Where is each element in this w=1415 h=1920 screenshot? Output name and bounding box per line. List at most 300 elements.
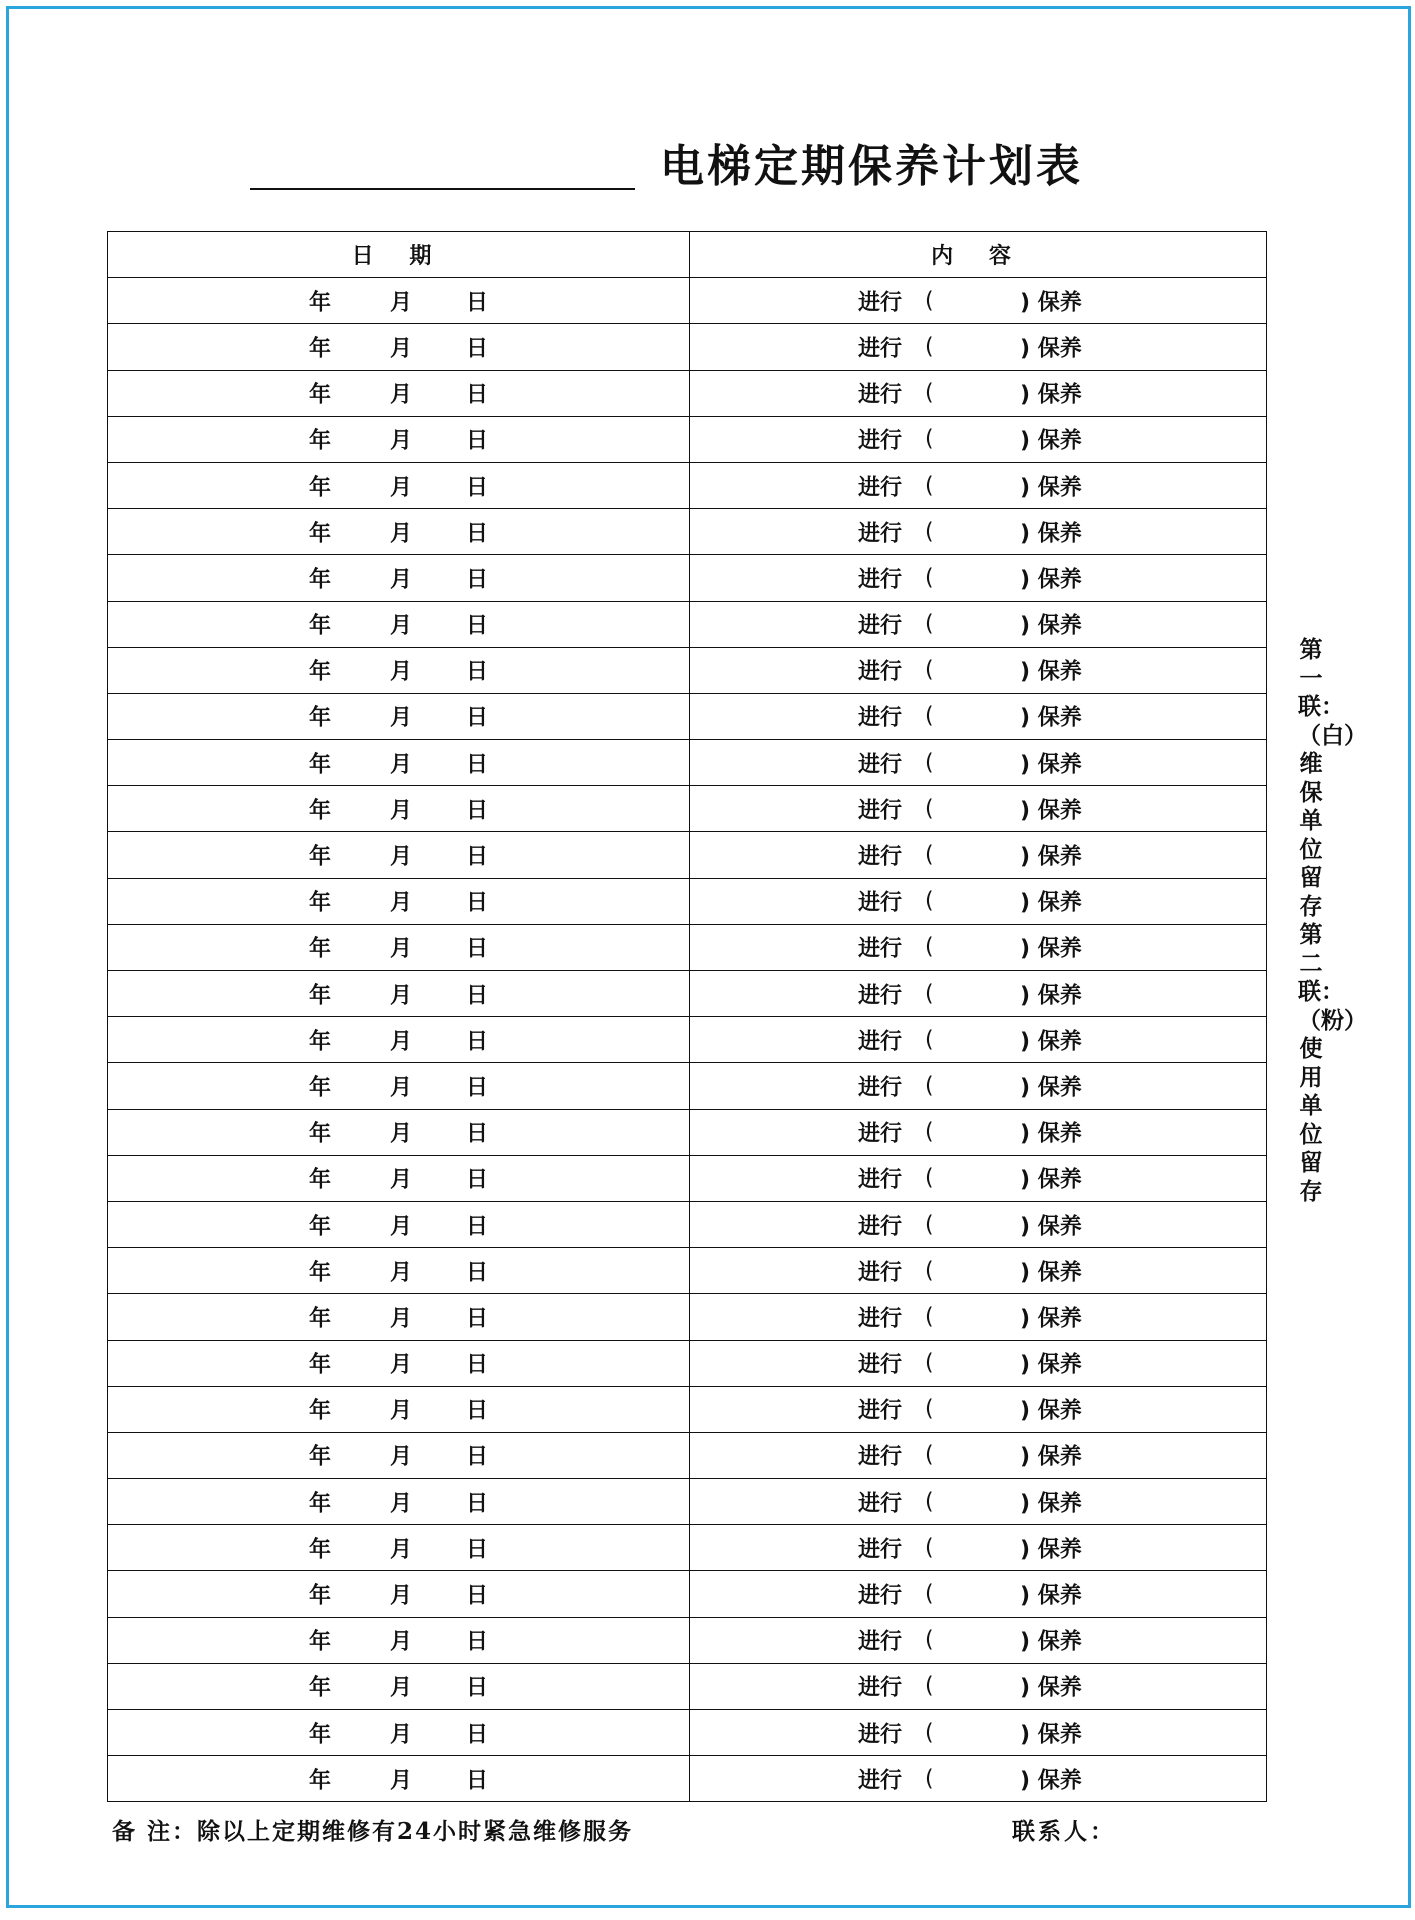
paren-close: ) [1020,983,1031,1009]
content-cell[interactable] [690,1294,1267,1340]
paren-open: ( [925,1212,934,1238]
day-label: 日 [466,752,489,778]
maintenance-label: 保养 [1037,659,1082,685]
table-row [108,416,1267,462]
month-label: 月 [390,1444,413,1470]
month-label: 月 [390,428,413,454]
content-cell[interactable] [690,1571,1267,1617]
month-label: 月 [390,752,413,778]
year-label: 年 [309,1029,332,1055]
day-label: 日 [466,1444,489,1470]
date-cell[interactable] [108,509,690,555]
content-cell[interactable] [690,1663,1267,1709]
paren-open: ( [925,1720,934,1746]
maintenance-label: 保养 [1037,798,1082,824]
paren-close: ) [1020,336,1031,362]
year-label: 年 [309,659,332,685]
month-label: 月 [390,890,413,916]
suffix-label [1020,1579,1082,1610]
date-cell[interactable] [108,878,690,924]
maintenance-label: 保养 [1037,475,1082,501]
paren-close: ) [1020,890,1031,916]
day-label: 日 [466,336,489,362]
date-cell[interactable] [108,1201,690,1247]
month-label: 月 [390,1029,413,1055]
content-cell[interactable] [690,1063,1267,1109]
paren-close: ) [1020,567,1031,593]
paren-open: ( [925,1027,934,1053]
prefix-label: 进行 [858,1629,903,1655]
year-label: 年 [309,705,332,731]
paren-open: ( [925,1350,934,1376]
maintenance-label: 保养 [1037,1121,1082,1147]
table-row [108,1109,1267,1155]
content-cell[interactable] [690,509,1267,555]
prefix-label: 进行 [858,336,903,362]
content-cell[interactable] [690,1248,1267,1294]
date-cell[interactable] [108,1294,690,1340]
suffix-label [1020,1440,1082,1471]
year-label: 年 [309,1444,332,1470]
maintenance-label: 保养 [1037,382,1082,408]
day-label: 日 [466,1675,489,1701]
prefix-label: 进行 [858,705,903,731]
paren-open: ( [925,565,934,591]
paren-close: ) [1020,382,1031,408]
year-label: 年 [309,1722,332,1748]
date-cell[interactable] [108,924,690,970]
date-cell[interactable] [108,1479,690,1525]
day-label: 日 [466,798,489,824]
date-cell[interactable] [108,1340,690,1386]
suffix-label [1020,1163,1082,1194]
month-label: 月 [390,798,413,824]
content-cell[interactable] [690,924,1267,970]
paren-open: ( [925,1073,934,1099]
year-label: 年 [309,290,332,316]
suffix-label [1020,1255,1082,1286]
month-label: 月 [390,1075,413,1101]
day-label: 日 [466,1167,489,1193]
paren-close: ) [1020,752,1031,778]
suffix-label [1020,1024,1082,1055]
suffix-label [1020,424,1082,455]
paren-close: ) [1020,798,1031,824]
suffix-label [1020,1532,1082,1563]
paren-close: ) [1020,1675,1031,1701]
table-row [108,971,1267,1017]
paren-open: ( [925,426,934,452]
table-row [108,1201,1267,1247]
maintenance-label: 保养 [1037,1491,1082,1517]
year-label: 年 [309,1214,332,1240]
date-cell[interactable] [108,832,690,878]
year-label: 年 [309,567,332,593]
year-label: 年 [309,1675,332,1701]
suffix-label [1020,793,1082,824]
prefix-label: 进行 [858,890,903,916]
content-cell[interactable] [690,832,1267,878]
maintenance-label: 保养 [1037,1260,1082,1286]
header-date: 日 期 [108,232,690,278]
date-cell[interactable] [108,1617,690,1663]
date-cell[interactable] [108,1386,690,1432]
maintenance-label: 保养 [1037,1306,1082,1332]
maintenance-label: 保养 [1037,428,1082,454]
year-label: 年 [309,1537,332,1563]
date-cell[interactable] [108,1109,690,1155]
paren-open: ( [925,288,934,314]
paren-open: ( [925,796,934,822]
table-row [108,1663,1267,1709]
table-row [108,1248,1267,1294]
date-cell[interactable] [108,278,690,324]
year-label: 年 [309,798,332,824]
maintenance-label: 保养 [1037,1352,1082,1378]
content-cell[interactable] [690,555,1267,601]
prefix-label: 进行 [858,1537,903,1563]
day-label: 日 [466,659,489,685]
maintenance-label: 保养 [1037,890,1082,916]
day-label: 日 [466,1537,489,1563]
month-label: 月 [390,1260,413,1286]
day-label: 日 [466,936,489,962]
month-label: 月 [390,983,413,1009]
prefix-label: 进行 [858,567,903,593]
year-label: 年 [309,1352,332,1378]
table-row [108,1340,1267,1386]
prefix-label: 进行 [858,1491,903,1517]
paren-close: ) [1020,1306,1031,1332]
date-cell[interactable] [108,647,690,693]
content-cell[interactable] [690,601,1267,647]
paren-open: ( [925,1396,934,1422]
paren-open: ( [925,611,934,637]
month-label: 月 [390,1675,413,1701]
content-cell[interactable] [690,370,1267,416]
paren-open: ( [925,703,934,729]
suffix-label [1020,470,1082,501]
date-cell[interactable] [108,1571,690,1617]
table-row [108,462,1267,508]
date-cell[interactable] [108,971,690,1017]
suffix-label [1020,655,1082,686]
maintenance-label: 保养 [1037,1444,1082,1470]
date-cell[interactable] [108,740,690,786]
month-label: 月 [390,1398,413,1424]
content-cell[interactable] [690,324,1267,370]
suffix-label [1020,331,1082,362]
content-cell[interactable] [690,1525,1267,1571]
month-label: 月 [390,336,413,362]
year-label: 年 [309,1583,332,1609]
date-cell[interactable] [108,1063,690,1109]
remarks-note: 备 注：除以上定期维修有24小时紧急维修服务 [112,1818,634,1845]
suffix-label [1020,562,1082,593]
year-label: 年 [309,1075,332,1101]
content-cell[interactable] [690,1109,1267,1155]
table-row [108,1294,1267,1340]
maintenance-label: 保养 [1037,705,1082,731]
table-row [108,555,1267,601]
maintenance-label: 保养 [1037,1768,1082,1794]
table-row [108,1063,1267,1109]
date-cell[interactable] [108,555,690,601]
paren-close: ) [1020,1398,1031,1424]
date-cell[interactable] [108,1710,690,1756]
table-row [108,278,1267,324]
paren-close: ) [1020,1214,1031,1240]
content-cell[interactable] [690,1756,1267,1802]
date-cell[interactable] [108,601,690,647]
maintenance-label: 保养 [1037,1398,1082,1424]
paren-open: ( [925,519,934,545]
paren-close: ) [1020,1075,1031,1101]
year-label: 年 [309,752,332,778]
paren-open: ( [925,657,934,683]
maintenance-label: 保养 [1037,613,1082,639]
table-row [108,1386,1267,1432]
maintenance-label: 保养 [1037,1722,1082,1748]
day-label: 日 [466,1398,489,1424]
table-row [108,647,1267,693]
day-label: 日 [466,290,489,316]
content-cell[interactable] [690,1340,1267,1386]
content-cell[interactable] [690,971,1267,1017]
content-cell[interactable] [690,693,1267,739]
month-label: 月 [390,382,413,408]
table-row [108,1617,1267,1663]
paren-close: ) [1020,1722,1031,1748]
page-title: 电梯定期保养计划表 [660,141,1083,192]
content-cell[interactable] [690,1155,1267,1201]
table-row [108,1525,1267,1571]
content-cell[interactable] [690,1386,1267,1432]
prefix-label: 进行 [858,983,903,1009]
day-label: 日 [466,1722,489,1748]
month-label: 月 [390,290,413,316]
day-label: 日 [466,705,489,731]
paren-close: ) [1020,290,1031,316]
month-label: 月 [390,1722,413,1748]
table-row [108,786,1267,832]
year-label: 年 [309,983,332,1009]
month-label: 月 [390,521,413,547]
month-label: 月 [390,475,413,501]
content-cell[interactable] [690,1710,1267,1756]
suffix-label [1020,886,1082,917]
day-label: 日 [466,1260,489,1286]
maintenance-label: 保养 [1037,936,1082,962]
paren-close: ) [1020,521,1031,547]
suffix-label [1020,1301,1082,1332]
day-label: 日 [466,428,489,454]
paren-close: ) [1020,1537,1031,1563]
year-label: 年 [309,475,332,501]
table-header-row [108,232,1267,278]
month-label: 月 [390,613,413,639]
paren-open: ( [925,981,934,1007]
table-row [108,693,1267,739]
prefix-label: 进行 [858,1029,903,1055]
paren-open: ( [925,1258,934,1284]
date-cell[interactable] [108,693,690,739]
table-row [108,509,1267,555]
month-label: 月 [390,1537,413,1563]
content-cell[interactable] [690,1617,1267,1663]
suffix-label [1020,1394,1082,1425]
day-label: 日 [466,1352,489,1378]
table-row [108,924,1267,970]
paren-open: ( [925,1489,934,1515]
paren-close: ) [1020,936,1031,962]
maintenance-label: 保养 [1037,1537,1082,1563]
year-label: 年 [309,1398,332,1424]
month-label: 月 [390,1491,413,1517]
prefix-label: 进行 [858,752,903,778]
paren-close: ) [1020,844,1031,870]
year-label: 年 [309,1260,332,1286]
prefix-label: 进行 [858,1675,903,1701]
prefix-label: 进行 [858,428,903,454]
content-cell[interactable] [690,647,1267,693]
table-row [108,601,1267,647]
table-row [108,1756,1267,1802]
content-cell[interactable] [690,1017,1267,1063]
paren-open: ( [925,1627,934,1653]
date-cell[interactable] [108,370,690,416]
year-label: 年 [309,1167,332,1193]
prefix-label: 进行 [858,1583,903,1609]
content-cell[interactable] [690,416,1267,462]
date-cell[interactable] [108,1432,690,1478]
paren-open: ( [925,1442,934,1468]
maintenance-label: 保养 [1037,1583,1082,1609]
date-cell[interactable] [108,1525,690,1571]
day-label: 日 [466,1029,489,1055]
paren-open: ( [925,888,934,914]
month-label: 月 [390,1629,413,1655]
day-label: 日 [466,382,489,408]
content-cell[interactable] [690,740,1267,786]
maintenance-label: 保养 [1037,983,1082,1009]
paren-close: ) [1020,475,1031,501]
month-label: 月 [390,705,413,731]
maintenance-label: 保养 [1037,521,1082,547]
content-cell[interactable] [690,462,1267,508]
suffix-label [1020,609,1082,640]
unit-name-line [250,188,635,190]
table-row [108,1432,1267,1478]
maintenance-label: 保养 [1037,752,1082,778]
date-cell[interactable] [108,324,690,370]
day-label: 日 [466,890,489,916]
month-label: 月 [390,1214,413,1240]
prefix-label: 进行 [858,798,903,824]
date-cell[interactable] [108,1248,690,1294]
content-cell[interactable] [690,1432,1267,1478]
paren-close: ) [1020,1491,1031,1517]
date-cell[interactable] [108,416,690,462]
maintenance-label: 保养 [1037,1029,1082,1055]
date-cell[interactable] [108,1017,690,1063]
paren-open: ( [925,842,934,868]
paren-close: ) [1020,659,1031,685]
paren-open: ( [925,1535,934,1561]
month-label: 月 [390,1768,413,1794]
content-cell[interactable] [690,1201,1267,1247]
maintenance-label: 保养 [1037,567,1082,593]
month-label: 月 [390,1306,413,1332]
day-label: 日 [466,475,489,501]
year-label: 年 [309,936,332,962]
month-label: 月 [390,1121,413,1147]
suffix-label [1020,1348,1082,1379]
date-cell[interactable] [108,1155,690,1201]
suffix-label [1020,285,1082,316]
maintenance-label: 保养 [1037,336,1082,362]
date-cell[interactable] [108,1663,690,1709]
month-label: 月 [390,1352,413,1378]
prefix-label: 进行 [858,1398,903,1424]
paren-close: ) [1020,1629,1031,1655]
month-label: 月 [390,844,413,870]
paren-open: ( [925,1581,934,1607]
prefix-label: 进行 [858,382,903,408]
maintenance-label: 保养 [1037,1675,1082,1701]
prefix-label: 进行 [858,1444,903,1470]
paren-open: ( [925,1766,934,1792]
month-label: 月 [390,567,413,593]
content-cell[interactable] [690,786,1267,832]
date-cell[interactable] [108,1756,690,1802]
copy-distribution-note: 第一联：（白）维保单位留存 第二联：（粉）使用单位留存 [1298,637,1367,1205]
year-label: 年 [309,1491,332,1517]
suffix-label [1020,378,1082,409]
day-label: 日 [466,1075,489,1101]
paren-close: ) [1020,1121,1031,1147]
suffix-label [1020,701,1082,732]
paren-open: ( [925,334,934,360]
day-label: 日 [466,983,489,1009]
paren-open: ( [925,1165,934,1191]
suffix-label [1020,516,1082,547]
maintenance-plan-table [107,231,1267,1802]
year-label: 年 [309,336,332,362]
content-cell[interactable] [690,278,1267,324]
maintenance-label: 保养 [1037,1167,1082,1193]
paren-open: ( [925,473,934,499]
paren-open: ( [925,1304,934,1330]
content-cell[interactable] [690,1479,1267,1525]
table-row [108,740,1267,786]
date-cell[interactable] [108,462,690,508]
prefix-label: 进行 [858,1306,903,1332]
paren-close: ) [1020,613,1031,639]
paren-close: ) [1020,705,1031,731]
suffix-label [1020,1671,1082,1702]
suffix-label [1020,1717,1082,1748]
prefix-label: 进行 [858,1260,903,1286]
year-label: 年 [309,844,332,870]
prefix-label: 进行 [858,1768,903,1794]
content-cell[interactable] [690,878,1267,924]
paren-open: ( [925,380,934,406]
paren-close: ) [1020,1260,1031,1286]
date-cell[interactable] [108,786,690,832]
table-row [108,878,1267,924]
contact-label: 联系人： [1012,1819,1116,1845]
